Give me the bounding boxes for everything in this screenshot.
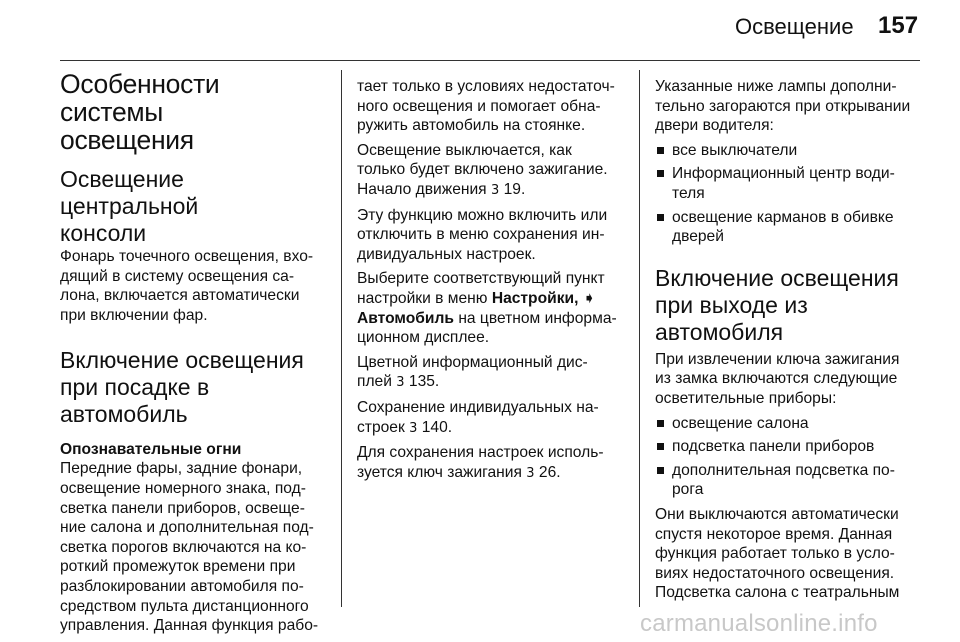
watermark-text: carmanualsonline.info: [640, 610, 878, 637]
list-item: Информационный центр води- теля: [655, 164, 927, 203]
running-header-title: Освещение: [735, 14, 854, 39]
paragraph: Для сохранения настроек исполь- зуется ключ зажигания 3 26.: [357, 444, 604, 481]
bullet-square-icon: [657, 467, 664, 474]
bullet-list: [655, 141, 927, 247]
menu-item-vehicle: Автомобиль: [357, 309, 454, 327]
subsection-title-entry-lighting: Включение освещения при посадке в автомобиль: [60, 347, 304, 428]
page-ref[interactable]: 19.: [503, 180, 526, 198]
paragraph: Эту функцию можно включить или отключить в меню сохранения ин- дивидуальных настроек.: [357, 206, 608, 263]
paragraph: Цветной информационный дис- плей 3 135.: [357, 353, 588, 391]
list-item: дополнительная подсветка по- рога: [655, 461, 927, 500]
arrow-right-icon: ➧: [582, 289, 596, 307]
bullet-square-icon: [657, 420, 664, 427]
subsection-title-exit-lighting: Включение освещения при выходе из автомобиля: [655, 264, 899, 345]
paragraph: Сохранение индивидуальных на- строек 3 140.: [357, 398, 599, 436]
list-item: освещение карманов в обивке дверей: [655, 208, 927, 247]
sub-heading: Опознавательные огни: [60, 441, 242, 459]
menu-item-settings: Настройки: [491, 289, 575, 307]
page-ref-icon: 3: [396, 375, 405, 391]
list-item: освещение салона: [655, 414, 927, 434]
page-ref-icon: 3: [526, 465, 535, 481]
paragraph: тает только в условиях недостаточ- ного освещения и помогает обна- ружить автомобиль на стоянке.: [357, 78, 615, 135]
page-number: 157: [878, 12, 919, 39]
subsection-title-console-light: Освещение центральной консоли: [60, 166, 199, 246]
header-divider: [60, 60, 920, 61]
column-1: [60, 70, 328, 641]
paragraph: Они выключаются автоматически спустя некоторое время. Данная функция работает только в усло- виях недостаточного освещения. Подсветка салона с театральным: [655, 505, 900, 602]
column-2: [357, 77, 627, 488]
bullet-square-icon: [657, 147, 664, 154]
bullet-square-icon: [657, 214, 664, 221]
list-item: все выключатели: [655, 141, 927, 161]
section-title: Особенности системы освещения: [60, 69, 220, 155]
page-ref-icon: 3: [409, 420, 418, 436]
page-ref-icon: 3: [490, 182, 500, 198]
paragraph: Указанные ниже лампы дополни- тельно загораются при открывании двери водителя:: [655, 78, 911, 135]
page-ref[interactable]: 26.: [538, 463, 561, 481]
column-divider-2: [639, 70, 640, 607]
column-divider-1: [341, 70, 342, 607]
page-ref[interactable]: 135.: [408, 373, 440, 391]
paragraph: Фонарь точечного освещения, вхо- дящий в систему освещения са- лона, включается автоматически при включении фар.: [60, 248, 314, 324]
paragraph: Передние фары, задние фонари, освещение номерного знака, под- светка панели приборов, освеще- ние салона и дополнительная под- светка порогов включаются на ко- роткий промежуток времени при разблокировании автомобиля по- средством пульта дистанционного управления. Данная функция рабо-: [60, 460, 319, 635]
paragraph: Выберите соответствующий пункт настройки в меню Настройки, ➧ Автомобиль на цветном информа- ционном дисплее.: [357, 270, 617, 347]
paragraph: Освещение выключается, как только будет включено зажигание. Начало движения 3 19.: [357, 141, 608, 198]
page-ref[interactable]: 140.: [421, 418, 453, 436]
bullet-square-icon: [657, 170, 664, 177]
column-3: [655, 77, 927, 608]
paragraph: При извлечении ключа зажигания из замка включаются следующие осветительные приборы:: [655, 350, 900, 407]
bullet-list: [655, 414, 927, 500]
list-item: подсветка панели приборов: [655, 437, 927, 457]
bullet-square-icon: [657, 443, 664, 450]
